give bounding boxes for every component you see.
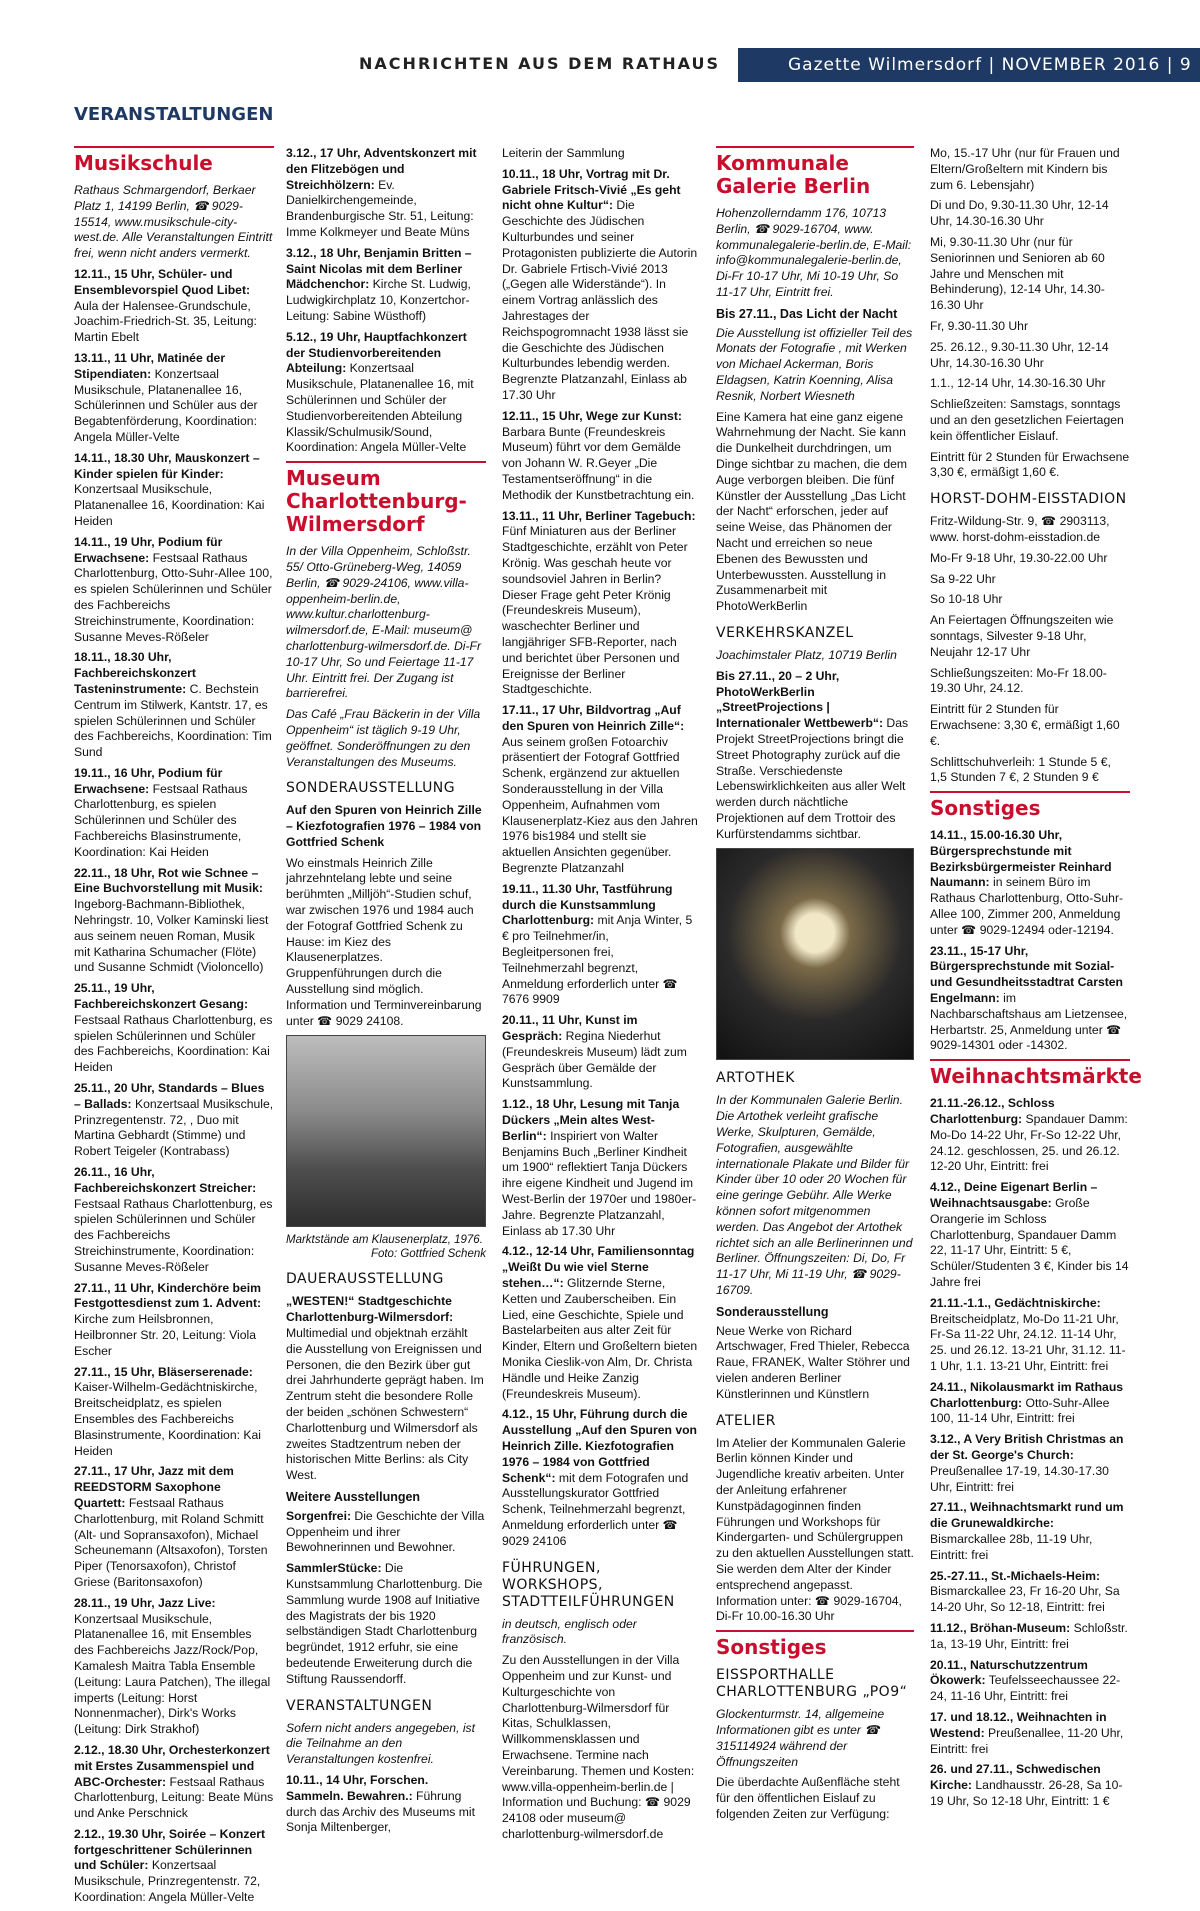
- event-item: 4.12., Deine Eigenart Berlin – Weihnachtsausgabe: Große Orangerie im Schloss Charlottenburg, Spandauer Damm 22, 11-17 Uhr, Eintritt: 5 €, Schüler/Studenten 3 €, Kinder bis 14 Jahre frei: [930, 1180, 1129, 1290]
- heading-weihnachtsmaerkte: Weihnachtsmärkte: [930, 1059, 1130, 1088]
- heading-verkehrskanzel: VERKEHRSKANZEL: [716, 624, 854, 641]
- event-item: 12.11., 15 Uhr, Schüler- und Ensemblevorspiel Quod Libet: Aula der Halensee-Grundschule, Joachim-Friedrich-St. 35, Leitung: Martin Ebelt: [74, 266, 257, 345]
- event-item: 14.11., 18.30 Uhr, Mauskonzert – Kinder spielen für Kinder: Konzertsaal Musikschule, Platanenallee 16, Koordination: Kai Heiden: [74, 450, 265, 528]
- event-item: 19.11., 16 Uhr, Podium für Erwachsene: Festsaal Rathaus Charlottenburg, es spielen Schülerinnen und Schüler des Fachbereichs Blasinstrumente, Koordination: Kai Heiden: [74, 765, 248, 859]
- event-item: 18.11., 18.30 Uhr, Fachbereichskonzert Tasteninstrumente: C. Bechstein Centrum im Stilwerk, Kantstr. 17, es spielen Schülerinnen und Schüler des Fachbereichs, Koordination: Tim Sund: [74, 650, 272, 760]
- event-item: 13.11., 11 Uhr, Berliner Tagebuch: Fünf Miniaturen aus der Berliner Stadtgeschichte, erzählt von Peter Krönig. Was geschah heute vor soundsoviel Jahren in Berlin? Dieser Frage geht Peter Krönig (Freundeskreis Museum), waschechter Berliner und langjähriger SFB-Reporter, nach und berichtet über Personen und Ereignisse der Berliner Stadtgeschichte.: [502, 508, 696, 697]
- info-line: Eintritt für 2 Stunden für Erwachsene 3,30 €, ermäßigt 1,60 €.: [930, 449, 1130, 480]
- heading-licht-der-nacht: Bis 27.11., Das Licht der Nacht: [716, 306, 898, 321]
- event-item: 5.12., 19 Uhr, Hauptfachkonzert der Studienvorbereitenden Abteilung: Konzertsaal Musikschule, Platanenallee 16, mit Schülerinnen und Schüler der Studienvorbereitenden Abteilung Klassik/Schulmusik/Sound, Koordination: Angela Müller-Velte: [286, 329, 474, 455]
- column-2: [286, 146, 486, 1841]
- event-item: 14.11., 19 Uhr, Podium für Erwachsene: Festsaal Rathaus Charlottenburg, Otto-Suhr-Allee 100, es spielen Schülerinnen und Schüler des Fachbereichs Streichinstrumente, Koordination: Susanne Meves-Rößeler: [74, 534, 273, 644]
- nacht-italic: Die Ausstellung ist offizieller Teil des Monats der Fotografie , mit Werken von Michael Ackerman, Boris Eldagsen, Katrin Koenning, Alisa Resnik, Norbert Wiesneth: [716, 325, 913, 403]
- event-item: 21.11.-1.1., Gedächtniskirche: Breitscheidplatz, Mo-Do 11-21 Uhr, Fr-Sa 11-22 Uhr, 24.12. 11-14 Uhr, 25. und 26.12. 13-21 Uhr, 31.12. 11-1 Uhr, 1.1. 13-21 Uhr, Eintritt: frei: [930, 1295, 1126, 1373]
- event-item: 23.11., 15-17 Uhr, Bürgersprechstunde mit Sozial- und Gesundheitsstadtrat Carsten Engelmann: im Nachbarschaftshaus am Lietzensee, Herbartstr. 25, Anmeldung unter ☎ 9029-14301 oder -14302.: [930, 943, 1128, 1053]
- heading-sonstiges-1: Sonstiges: [716, 1630, 914, 1659]
- fuehrungen-text: Zu den Ausstellungen in der Villa Oppenheim und zur Kunst- und Kulturgeschichte von Charlottenburg-Wilmersdorf für Kitas, Schulklassen, Willkommensklassen und Erwachsene. Termine nach Vereinbarung. Themen und Kosten: www.villa-oppenheim-berlin.de | Information und Buchung: ☎ 9029 24108 oder museum@ charlottenburg-wilmersdorf.de: [502, 1653, 695, 1841]
- fuehrungen-note: in deutsch, englisch oder französisch.: [502, 1616, 637, 1647]
- heading-museum: Museum Charlottenburg-Wilmersdorf: [286, 461, 486, 536]
- galerie-sonder-text: Neue Werke von Richard Artschwager, Fred Thieler, Rebecca Raue, FRANEK, Walter Stöhrer und vielen anderen Berliner Künstlerinnen und Künstlern: [716, 1323, 910, 1401]
- section-label: VERANSTALTUNGEN: [74, 104, 274, 125]
- photo-caption: Marktstände am Klausenerplatz, 1976. Foto: Gottfried Schenk: [286, 1234, 486, 1261]
- museum-cafe: Das Café „Frau Bäckerin in der Villa Oppenheim“ ist täglich 9-19 Uhr, geöffnet. Sonderöffnungen zu den Veranstaltungen des Museums.: [286, 707, 481, 769]
- event-item: 27.11., 17 Uhr, Jazz mit dem REEDSTORM Saxophone Quartett: Festsaal Rathaus Charlottenburg, mit Roland Schmitt (Alt- und Sopransaxofon), Michael Scheunemann (Altsaxofon), Torsten Piper (Tenorsaxofon), Christof Griese (Baritonsaxofon): [74, 1464, 268, 1589]
- column-4: [716, 146, 914, 1828]
- heading-sonderausstellung-galerie: Sonderausstellung: [716, 1304, 829, 1319]
- event-item: 4.12., 15 Uhr, Führung durch die Ausstellung „Auf den Spuren von Heinrich Zille. Kiezfotografien 1976 – 1984 von Gottfried Schenk“: mit dem Fotografen und Ausstellungskurator Gottfried Schenk, Teilnehmerzahl begrenzt, Anmeldung erforderlich unter ☎ 9029 24106: [502, 1407, 698, 1548]
- event-item: 3.12., 18 Uhr, Benjamin Britten – Saint Nicolas mit dem Berliner Mädchenchor: Kirche St. Ludwig, Ludwigkirchplatz 10, Konzertchor-Leitung: Sabine Wüsthoff): [286, 245, 472, 323]
- veranst-note: Sofern nicht anders angegeben, ist die Teilnahme an den Veranstaltungen kostenfrei.: [286, 1720, 476, 1767]
- info-line: Mo-Fr 9-18 Uhr, 19.30-22.00 Uhr: [930, 550, 1108, 565]
- heading-eissporthalle: EISSPORTHALLE CHARLOTTENBURG „PO9“: [716, 1667, 908, 1701]
- info-line: Mi, 9.30-11.30 Uhr (nur für Seniorinnen und Senioren ab 60 Jahre und Menschen mit Behinderung), 12-14 Uhr, 14.30-16.30 Uhr: [930, 234, 1105, 313]
- event-item: 26.11., 16 Uhr, Fachbereichskonzert Streicher: Festsaal Rathaus Charlottenburg, es spielen Schülerinnen und Schüler des Fachbereichs Streichinstrumente, Koordination: Susanne Meves-Rößeler: [74, 1165, 273, 1274]
- event-item: 27.11., 11 Uhr, Kinderchöre beim Festgottesdienst zum 1. Advent: Kirche zum Heilsbronnen, Heilbronner Str. 20, Leitung: Viola Escher: [74, 1280, 262, 1358]
- event-item: 2.12., 19.30 Uhr, Soirée – Konzert fortgeschrittener Schülerinnen und Schüler: Konzertsaal Musikschule, Prinzregentenstr. 72, Koordination: Angela Müller-Velte: [74, 1826, 266, 1905]
- heading-galerie: Kommunale Galerie Berlin: [716, 146, 914, 198]
- heading-fuehrungen: FÜHRUNGEN, WORKSHOPS, STADTTEILFÜHRUNGEN: [502, 1559, 675, 1610]
- eissport-text: Die überdachte Außenfläche steht für den öffentlichen Eislauf zu folgenden Zeiten zur Verfügung:: [716, 1775, 900, 1821]
- eissport-times: [930, 146, 1130, 481]
- event-item: 24.11., Nikolausmarkt im Rathaus Charlottenburg: Otto-Suhr-Allee 100, 11-14 Uhr, Eintritt: frei: [930, 1379, 1124, 1426]
- event-item: 10.11., 18 Uhr, Vortrag mit Dr. Gabriele Fritsch-Vivié „Es geht nicht ohne Kultur“: Die Geschichte des Jüdischen Kulturbundes und seiner Protagonisten publizierte die Autorin Dr. Gabriele Frtisch-Vivié 2013 („Gegen alle Widerstände“). In einem Vortrag anlässlich des Jahrestages der Reichspogromnacht 1938 lässt sie die Geschichte des Jüdischen Kulturbundes lebendig werden. Begrenzte Platzanzahl, Einlass ab 17.30 Uhr: [502, 166, 698, 402]
- heading-atelier: ATELIER: [716, 1412, 776, 1429]
- museum-events: [502, 167, 698, 1550]
- heading-dauerausstellung: DAUERAUSSTELLUNG: [286, 1271, 444, 1288]
- event-item: 25.11., 19 Uhr, Fachbereichskonzert Gesang: Festsaal Rathaus Charlottenburg, es spielen Schülerinnen und Schüler des Fachbereichs, Koordination: Kai Heiden: [74, 981, 273, 1075]
- sammler-text: SammlerStücke: Die Kunstsammlung Charlottenburg. Die Sammlung wurde 1908 auf Initiative des Magistrats der bis 1920 selbständigen Stadt Charlottenburg begründet, 1912 erfuhr, sie eine bedeutende Erweiterung durch die Stiftung Raussendorff.: [286, 1561, 483, 1686]
- event-item: 27.11., 15 Uhr, Bläserserenade: Kaiser-Wilhelm-Gedächtniskirche, Breitscheidplatz, es spielen Ensembles des Fachbereichs Blasinstrumente, Koordination: Kai Heiden: [74, 1364, 261, 1458]
- atelier-text: Im Atelier der Kommunalen Galerie Berlin können Kinder und Jugendliche kreativ arbeiten. Unter der Anleitung erfahrener Kunstpädagoginnen finden Führungen und Workshops für Kindergarten- und Schülergruppen zu den aktuellen Ausstellungen statt. Sie werden dem Alter der Kinder entsprechend angepasst. Information unter: ☎ 9029-16704, Di-Fr 10.00-16.30 Uhr: [716, 1435, 914, 1624]
- info-line: Fr, 9.30-11.30 Uhr: [930, 318, 1028, 333]
- event-item: 25.-27.11., St.-Michaels-Heim: Bismarckallee 23, Fr 16-20 Uhr, Sa 14-20 Uhr, So 12-18, Eintritt: frei: [930, 1568, 1120, 1615]
- info-line: Di und Do, 9.30-11.30 Uhr, 12-14 Uhr, 14.30-16.30 Uhr: [930, 198, 1109, 229]
- event-item: 20.11., Naturschutzzentrum Ökowerk: Teufelsseechaussee 22-24, 11-16 Uhr, Eintritt: frei: [930, 1657, 1121, 1704]
- musikschule-address: Rathaus Schmargendorf, Berkaer Platz 1, 14199 Berlin, ☎ 9029-15514, www.musikschule-city-west.de. Alle Veranstaltungen Eintritt frei, wenn nicht anders vermerkt.: [74, 183, 273, 261]
- eissport-italic: Glockenturmstr. 14, allgemeine Informationen gibt es unter ☎ 315114924 während der Öffnungszeiten: [716, 1707, 885, 1769]
- sonder-title: Auf den Spuren von Heinrich Zille – Kiezfotografien 1976 – 1984 von Gottfried Schenk: [286, 803, 482, 849]
- event-item: 12.11., 15 Uhr, Wege zur Kunst: Barbara Bunte (Freundeskreis Museum) führt vor dem Gemälde von Johann W. R.Geyer „Die Testamentseröffnung“ in die Methodik der Kunstbetrachtung ein.: [502, 408, 695, 502]
- photo-market-stalls: [286, 1035, 486, 1227]
- veranst-event: 10.11., 14 Uhr, Forschen. Sammeln. Bewahren.: Führung durch das Archiv des Museums mit Sonja Miltenberger,: [286, 1772, 475, 1835]
- column-1: [74, 146, 274, 1911]
- info-line: Fritz-Wildung-Str. 9, ☎ 2903113, www. horst-dohm-eisstadion.de: [930, 514, 1110, 544]
- header-section-title: NACHRICHTEN AUS DEM RATHAUS: [359, 54, 720, 73]
- info-line: 25. 26.12., 9.30-11.30 Uhr, 12-14 Uhr, 14.30-16.30 Uhr: [930, 339, 1109, 370]
- dauer-text: „WESTEN!“ Stadtgeschichte Charlottenburg-Wilmersdorf: Multimedial und objektnah erzählt die Ausstellung von Ereignissen und Personen, die den Bezirk über gut drei Jahrhunderte geprägt haben. Im Zentrum steht die besondere Rolle der beiden „schönen Schwestern“ Charlottenburg und Wilmersdorf als zweites Stadtzentrum neben der historischen Mitte Berlins: als City West.: [286, 1294, 484, 1483]
- horst-dohm-times: [930, 514, 1130, 786]
- heading-musikschule: Musikschule: [74, 146, 274, 175]
- heading-veranstaltungen: VERANSTALTUNGEN: [286, 1697, 433, 1714]
- verkehr-text: Bis 27.11., 20 – 2 Uhr, PhotoWerkBerlin „StreetProjections | Internationaler Wettbewerb“: Das Projekt StreetProjections bringt die Street Photography zurück auf die Straße. Verschiedenste Lebenswirklichkeiten aus aller Welt werden durch nächtliche Projektionen auf dem Trottoir des Kurfürstendamms sichtbar.: [716, 668, 909, 841]
- info-line: Sa 9-22 Uhr: [930, 571, 996, 586]
- event-item: 14.11., 15.00-16.30 Uhr, Bürgersprechstunde mit Bezirksbürgermeister Reinhard Naumann: in seinem Büro im Rathaus Charlottenburg, Otto-Suhr-Allee 100, Zimmer 200, Anmeldung unter ☎ 9029-12494 oder-12194.: [930, 828, 1124, 937]
- sonstiges-events: [930, 828, 1130, 1054]
- event-item: 3.12., A Very British Christmas an der St. George's Church: Preußenallee 17-19, 14.30-17.30 Uhr, Eintritt: frei: [930, 1432, 1124, 1494]
- event-item: 21.11.-26.12., Schloss Charlottenburg: Spandauer Damm: Mo-Do 14-22 Uhr, Fr-So 12-22 Uhr, 24.12. geschlossen, 25. und 26.12. 12-20 Uhr, Eintritt: frei: [930, 1096, 1128, 1174]
- event-item: 4.12., 12-14 Uhr, Familiensonntag „Weißt Du wie viel Sterne stehen…“: Glitzernde Sterne, Ketten und Zauberscheiben. Ein Lied, eine Geschichte, Spiele und Bastelarbeiten aus alter Zeit für Kinder, Eltern und Großeltern bieten Monika Cieslik-von Alm, Dr. Christa Händle und Heike Zanzig (Freundeskreis Museum).: [502, 1244, 698, 1401]
- info-line: 1.1., 12-14 Uhr, 14.30-16.30 Uhr: [930, 376, 1106, 391]
- heading-sonstiges-2: Sonstiges: [930, 791, 1130, 820]
- event-item: 3.12., 17 Uhr, Adventskonzert mit den Flitzebögen und Streichhölzern: Ev. Danielkirchengemeinde, Brandenburgische Str. 51, Leitung: Imme Kolkmeyer und Beate Müns: [286, 146, 477, 239]
- event-item: 13.11., 11 Uhr, Matinée der Stipendiaten: Konzertsaal Musikschule, Platanenallee 16, Schülerinnen und Schüler aus der Begabtenförderung, Koordination: Angela Müller-Velte: [74, 350, 258, 444]
- event-item: 28.11., 19 Uhr, Jazz Live: Konzertsaal Musikschule, Platanenallee 16, mit Ensembles des Fachbereichs Jazz/Rock/Pop, Kamalesh Maitra Tabla Ensemble (Leitung: Laura Patchen), The illegal imperts (Leitung: Horst Nonnenmacher), Dirk's Works (Leitung: Dirk Strakhof): [74, 1595, 271, 1737]
- heading-artothek: ARTOTHEK: [716, 1070, 795, 1087]
- heading-horst-dohm: HORST-DOHM-EISSTADION: [930, 491, 1127, 508]
- event-item: 17.11., 17 Uhr, Bildvortrag „Auf den Spuren von Heinrich Zille“: Aus seinem großen Fotoarchiv präsentiert der Fotograf Gottfried Schenk, ergänzend zur aktuellen Sonderausstellung in der Villa Oppenheim, Aufnahmen vom Klausenerplatz-Kiez aus den Jahren 1976 bis1984 und stellt sie aktuellen Ansichten gegenüber. Begrenzte Platzanzahl: [502, 703, 698, 876]
- photo-verkehrskanzel: [716, 848, 914, 1060]
- info-line: So 10-18 Uhr: [930, 592, 1003, 607]
- event-item: 26. und 27.11., Schwedischen Kirche: Landhausstr. 26-28, Sa 10-19 Uhr, So 12-18 Uhr, Eintritt: 1 €: [930, 1762, 1123, 1808]
- artothek-italic: In der Kommunalen Galerie Berlin. Die Artothek verleiht grafische Werke, Skulpturen, Gemälde, Fotografien, ausgewählte internationale Plakate und Bilder für Kinder über 10 oder 20 Wochen für eine geringe Gebühr. Alle Werke können sofort mitgenommen werden. Das Angebot der Artothek richtet sich an alle Berlinerinnen und Berliner. Öffnungszeiten: Di, Do, Fr 11-17 Uhr, Mi 11-19 Uhr, ☎ 9029-16709.: [716, 1093, 913, 1298]
- galerie-address: Hohenzollerndamm 176, 10713 Berlin, ☎ 9029-16704, www. kommunalegalerie-berlin.de, E-Mail: info@kommunalegalerie-berlin.de, Di-Fr 10-17 Uhr, Mi 10-19 Uhr, So 11-17 Uhr, Eintritt frei.: [716, 206, 912, 299]
- event-item: 1.12., 18 Uhr, Lesung mit Tanja Dückers „Mein altes West-Berlin“: Inspiriert von Walter Benjamins Buch „Berliner Kindheit um 1900“ reflektiert Tanja Dückers ihre eigene Kindheit und Jugend im West-Berlin der 1970er und 1980er-Jahre. Begrenzte Platzanzahl, Einlass ab 17.30 Uhr: [502, 1097, 697, 1238]
- col3-intro: Leiterin der Sammlung: [502, 146, 625, 160]
- event-item: 2.12., 18.30 Uhr, Orchesterkonzert mit Erstes Zusammenspiel und ABC-Orchester: Festsaal Rathaus Charlottenburg, Leitung: Beate Müns und Anke Perschnick: [74, 1742, 274, 1821]
- weihnachtsmaerkte-events: [930, 1096, 1130, 1809]
- info-line: Mo, 15.-17 Uhr (nur für Frauen und Eltern/Großeltern mit Kindern bis zum 6. Lebensjahr): [930, 146, 1120, 192]
- sonder-text: Wo einstmals Heinrich Zille jahrzehntelang lebte und seine berühmten „Milljöh“-Studien schuf, war zwischen 1976 und 1984 auch der Fotograf Gottfried Schenk zu Hause: im Kiez des Klausenerplatzes. Gruppenführungen durch die Ausstellung sind möglich. Information und Terminvereinbarung unter ☎ 9029 24108.: [286, 855, 482, 1028]
- info-line: Schließzeiten: Samstags, sonntags und an den gesetzlichen Feiertagen kein öffentlicher Eislauf.: [930, 397, 1124, 443]
- info-line: Schlittschuhverleih: 1 Stunde 5 €, 1,5 Stunden 7 €, 2 Stunden 9 €: [930, 754, 1111, 785]
- column-5: [930, 146, 1142, 1815]
- event-item: 17. und 18.12., Weihnachten in Westend: Preußenallee, 11-20 Uhr, Eintritt: frei: [930, 1709, 1124, 1756]
- event-item: 20.11., 11 Uhr, Kunst im Gespräch: Regina Niederhut (Freundeskreis Museum) lädt zum Gespräch über Gemälde der Kunstsammlung.: [502, 1013, 687, 1091]
- verkehr-address: Joachimstaler Platz, 10719 Berlin: [716, 647, 897, 662]
- info-line: Eintritt für 2 Stunden für Erwachsene: 3,30 €, ermäßigt 1,60 €.: [930, 702, 1120, 748]
- event-item: 11.12., Bröhan-Museum: Schloßstr. 1a, 13-19 Uhr, Eintritt: frei: [930, 1620, 1128, 1651]
- header-issue-bar: Gazette Wilmersdorf | NOVEMBER 2016 | 9: [738, 48, 1200, 82]
- musikschule-events: [74, 267, 274, 1906]
- heading-weitere: Weitere Ausstellungen: [286, 1490, 421, 1505]
- event-item: 25.11., 20 Uhr, Standards – Blues – Ballads: Konzertsaal Musikschule, Prinzregentenstr. 72, , Duo mit Martina Gebhardt (Stimme) und Robert Teigeler (Kontrabass): [74, 1081, 274, 1159]
- sorgenfrei-text: Sorgenfrei: Die Geschichte der Villa Oppenheim und ihrer Bewohnerinnen und Bewohner.: [286, 1508, 485, 1555]
- column-3: [502, 146, 698, 1848]
- heading-sonderausstellung: SONDERAUSSTELLUNG: [286, 780, 456, 797]
- info-line: Schließungszeiten: Mo-Fr 18.00-19.30 Uhr, 24.12.: [930, 665, 1107, 696]
- nacht-text: Eine Kamera hat eine ganz eigene Wahrnehmung der Nacht. Sie kann die Dunkelheit durchdringen, um Dinge sichtbar zu machen, die dem Auge verborgen bleiben. Die fünf Künstler der Ausstellung „Das Licht der Nacht“ erforschen, jeder auf seine Weise, das Phänomen der Nacht und erreichen so neue Ebenen des Bewussten und Unterbewussten. Ausstellung in Zusammenarbeit mit PhotoWerkBerlin: [716, 409, 908, 614]
- museum-address: In der Villa Oppenheim, Schloßstr. 55/ Otto-Grüneberg-Weg, 14059 Berlin, ☎ 9029-24106, www.villa-oppenheim-berlin.de, www.kultur.charlottenburg-wilmersdorf.de, E-Mail: museum@ charlottenburg-wilmersdorf.de. Di-Fr 10-17 Uhr, So und Feiertage 11-17 Uhr. Eintritt frei. Der Zugang ist barrierefrei.: [286, 544, 482, 701]
- info-line: An Feiertagen Öffnungszeiten wie sonntags, Silvester 9-18 Uhr, Neujahr 12-17 Uhr: [930, 613, 1114, 659]
- event-item: 27.11., Weihnachtsmarkt rund um die Grunewaldkirche: Bismarckallee 28b, 11-19 Uhr, Eintritt: frei: [930, 1500, 1124, 1562]
- event-item: 22.11., 18 Uhr, Rot wie Schnee – Eine Buchvorstellung mit Musik: Ingeborg-Bachmann-Bibliothek, Nehringstr. 10, Volker Kaminski liest aus seinem neuen Roman, Musik mit Katharina Schumacher (Flöte) und Susanne Schmidt (Violoncello): [74, 865, 269, 975]
- event-item: 19.11., 11.30 Uhr, Tastführung durch die Kunstsammlung Charlottenburg: mit Anja Winter, 5 € pro Teilnehmer/in, Begleitpersonen frei, Teilnehmerzahl begrenzt, Anmeldung erforderlich unter ☎ 7676 9909: [502, 881, 693, 1007]
- musikschule-events-cont: [286, 146, 486, 456]
